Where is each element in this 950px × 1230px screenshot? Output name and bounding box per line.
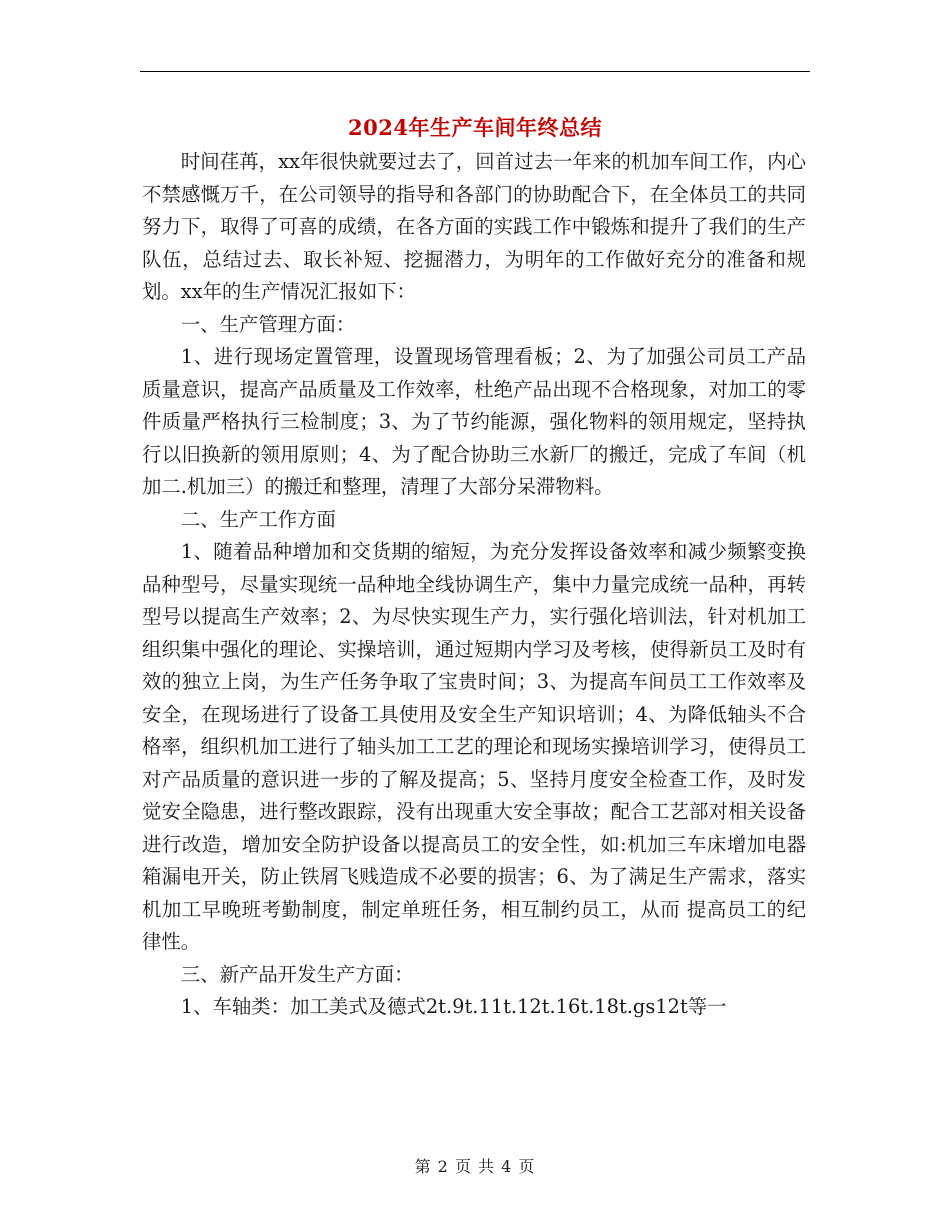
page-number-footer: 第 2 页 共 4 页 xyxy=(414,1157,536,1176)
paragraph-production: 1、随着品种增加和交货期的缩短，为充分发挥设备效率和减少频繁变换品种型号，尽量实现统一品种地全线协调生产，集中力量完成统一品种，再转型号以提高生产效率；2、为尽快实现生产力，实行强化培训法，针对机加工组织集中强化的理论、实操培训，通过短期内学习及考核，使得新员工及时有效的独立上岗，为生产任务争取了宝贵时间；3、为提高车间员工工作效率及安全，在现场进行了设备工具使用及安全生产知识培训；4、为降低轴头不合格率，组织机加工进行了轴头加工工艺的理论和现场实操培训学习，使得员工对产品质量的意识进一步的了解及提高；5、坚持月度安全检查工作，及时发觉安全隐患，进行整改跟踪，没有出现重大安全事故；配合工艺部对相关设备进行改造，增加安全防护设备以提高员工的安全性，如:机加三车床增加电器箱漏电开关，防止铁屑飞贱造成不必要的损害；6、为了满足生产需求，落实机加工早晚班考勤制度，制定单班任务，相互制约员工，从而 提高员工的纪律性。 xyxy=(142,540,806,953)
section-heading-production: 二、生产工作方面 xyxy=(180,507,336,531)
document-title: 2024年生产车间年终总结 xyxy=(348,115,602,140)
document-body xyxy=(142,146,806,1024)
header-rule xyxy=(140,71,810,72)
section-heading-new-products: 三、新产品开发生产方面： xyxy=(180,962,414,986)
paragraph-intro: 时间荏苒，xx年很快就要过去了，回首过去一年来的机加车间工作，内心不禁感慨万千，在公司领导的指导和各部门的协助配合下，在全体员工的共同努力下，取得了可喜的成绩，在各方面的实践工作中锻炼和提升了我们的生产队伍，总结过去、取长补短、挖掘潜力，为明年的工作做好充分的准备和规划。xx年的生产情况汇报如下： xyxy=(142,150,806,303)
section-heading-management: 一、生产管理方面： xyxy=(180,312,356,336)
paragraph-new-products: 1、车轴类：加工美式及德式2t.9t.11t.12t.16t.18t.gs12t等一 xyxy=(180,995,727,1018)
paragraph-management: 1、进行现场定置管理，设置现场管理看板；2、为了加强公司员工产品质量意识，提高产品质量及工作效率，杜绝产品出现不合格现象，对加工的零件质量严格执行三检制度；3、为了节约能源，强化物料的领用规定，坚持执行以旧换新的领用原则；4、为了配合协助三水新厂的搬迁，完成了车间（机加二.机加三）的搬迁和整理，清理了大部分呆滞物料。 xyxy=(142,345,806,498)
